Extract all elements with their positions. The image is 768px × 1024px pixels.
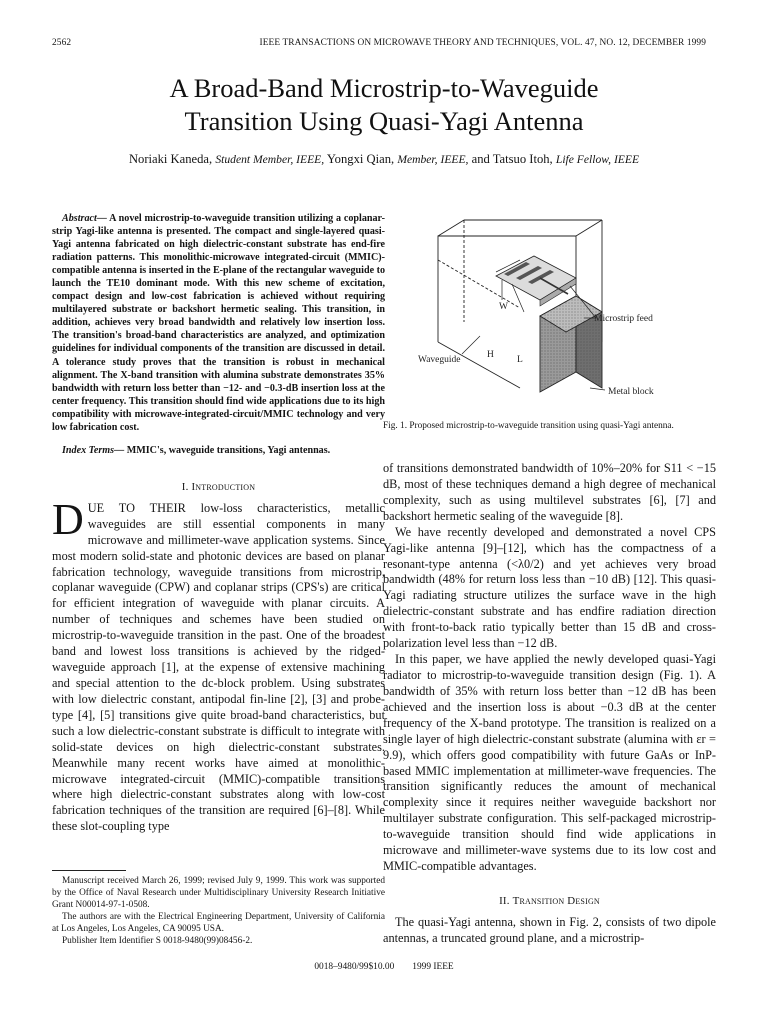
author-affiliation: Life Fellow, IEEE bbox=[555, 153, 640, 166]
abstract-lead: Abstract— bbox=[62, 213, 107, 224]
intro-paragraph-2: We have recently developed and demonstrated a novel CPS Yagi-like antenna [9]–[12], which has the compactness of a resonant-type antenna (<λ0/2) and yet achieves very broad bandwidth (48% for return loss less than −10 dB) [12]. This quasi-Yagi radiating structure utilizes the surface wave in the high dielectric-constant substrate and has endfire radiation direction with front-to-back ratio typically better than 15 dB and cross-polarization level less than −12 dB. bbox=[383, 524, 716, 651]
footnote-affiliation: The authors are with the Electrical Engineering Department, University of California at Los Angeles, Los Angeles, CA 90095 USA. bbox=[52, 911, 385, 934]
index-terms-lead: Index Terms— bbox=[62, 444, 125, 456]
paper-title bbox=[50, 72, 718, 138]
section-number: II. bbox=[499, 894, 510, 907]
section-heading-introduction bbox=[52, 481, 385, 493]
footer-code: 0018–9480/99$10.00 bbox=[314, 962, 395, 972]
left-column bbox=[52, 212, 385, 835]
section-heading-transition-design bbox=[383, 895, 716, 907]
author-name: Yongxi Qian, bbox=[326, 152, 395, 166]
intro-paragraph-1-continued: of transitions demonstrated bandwidth of 10%–20% for S11 < −15 dB, most of these techniques demand a high degree of mechanical complexity, such as using multilevel substrates [6], [7] and backshort hermetic sealing of the waveguide [8]. bbox=[383, 461, 716, 523]
author-name: Noriaki Kaneda, bbox=[128, 152, 213, 166]
author-affiliation: Student Member, IEEE, bbox=[215, 153, 325, 166]
author-list bbox=[40, 152, 728, 167]
abstract bbox=[52, 212, 385, 434]
page-footer bbox=[0, 962, 768, 972]
title-line-2: Transition Using Quasi-Yagi Antenna bbox=[184, 106, 584, 136]
intro-paragraph-3: In this paper, we have applied the newly developed quasi-Yagi radiator to microstrip-to-waveguide transition design (Fig. 1). A bandwidth of 35% with return loss better than −12 dB has been achieved and the insertion loss is about −0.3 dB at the center frequency of the X-band prototype. The transition is realized on a single layer of high dielectric-constant substrate (alumina with εr = 9.9), which offers good compatibility with future GaAs or InP-based MMIC implementation at millimeter-wave frequencies. The transition significantly reduces the amount of mechanical complexity since it requires neither waveguide backshort nor multilayer substrate configuration. This self-packaged microstrip-to-waveguide transition should find wide applications in microwave and millimeter-wave systems due to its low cost and MMIC-compatible advantages. bbox=[383, 652, 716, 874]
footnote-rule bbox=[52, 870, 126, 871]
footnotes bbox=[52, 876, 385, 947]
section-title: Introduction bbox=[191, 480, 256, 493]
label-w: W bbox=[499, 302, 508, 312]
label-waveguide: Waveguide bbox=[418, 355, 461, 365]
label-l: L bbox=[517, 355, 523, 365]
index-terms bbox=[52, 444, 385, 457]
design-paragraph-1: The quasi-Yagi antenna, shown in Fig. 2, consists of two dipole antennas, a truncated ground plane, and a microstrip- bbox=[383, 914, 716, 945]
intro-paragraph-1 bbox=[52, 494, 385, 835]
substrate-board bbox=[496, 256, 576, 306]
title-line-1: A Broad-Band Microstrip-to-Waveguide bbox=[169, 73, 599, 103]
section-title: Transition Design bbox=[512, 894, 600, 907]
footer-copyright: 1999 IEEE bbox=[412, 962, 454, 972]
page-number: 2562 bbox=[52, 38, 72, 48]
index-terms-text: MMIC's, waveguide transitions, Yagi antennas. bbox=[126, 444, 331, 456]
right-column bbox=[383, 461, 716, 947]
author-name: and Tatsuo Itoh, bbox=[471, 152, 553, 166]
intro-paragraph-1-text: UE TO THEIR low-loss characteristics, metallic waveguides are still essential components in many microwave and millimeter-wave application systems. Since most modern solid-state and photonic devices are based on planar fabrication technology, waveguide transitions from microstrip, coplanar waveguide (CPW) and coplanar strips (CPS's) are critical for efficient integration of waveguide with planar circuits. A number of techniques and schemes have been studied on microstrip-to-waveguide transition in the past. One of the broadest band and lowest loss transitions is achieved by the ridged-waveguide approach [1], at the expense of extensive machining and special attention to the dc-block problem. Using substrates with low dielectric constant, antipodal fin-line [2], [3] and probe-type [4], [5] transitions give quite broad-band characteristics, but such a low dielectric-constant substrate is difficult to integrate with solid-state devices on high dielectric-constant substrates. Meanwhile many recent works have aimed at monolithic-microwave integrated-circuit (MMIC)-compatible transitions where high dielectric-constant substrates along with low-cost fabrication techniques of the transition are required [6]–[8]. While these slot-coupling type bbox=[52, 500, 385, 834]
section-number: I. bbox=[181, 480, 189, 493]
footnote-manuscript: Manuscript received March 26, 1999; revised July 9, 1999. This work was supported by the Office of Naval Research under Multidisciplinary University Research Initiative Grant N00014-97-1-0508. bbox=[52, 876, 385, 910]
drop-cap: D bbox=[52, 494, 84, 544]
label-metal-block: Metal block bbox=[608, 387, 654, 397]
author-affiliation: Member, IEEE, bbox=[397, 153, 469, 166]
label-microstrip-feed: Microstrip feed bbox=[594, 314, 653, 324]
metal-block bbox=[540, 296, 602, 392]
abstract-text: A novel microstrip-to-waveguide transition utilizing a coplanar-strip Yagi-like antenna is presented. The compact and single-layered quasi-Yagi antenna fabricated on high dielectric-constant substrate has end-fire radiation patterns. This monolithic-microwave integrated-circuit (MMIC)-compatible antenna is inserted in the E-plane of the rectangular waveguide to launch the TE10 dominant mode. With this new scheme of excitation, compact design and low-cost fabrication is achieved without requiring multilayered substrate or backshort hermetic sealing. This transition, in addition, achieves very broad bandwidth and relatively low insertion loss. The transition's broad-band characteristics are analyzed, and optimization guidelines for individual components of the transition are discussed in detail. A tolerance study proves that the transition is robust in mechanical alignment. The X-band transition with alumina substrate demonstrates 35% bandwidth with return loss better than −12- and −0.3-dB insertion loss at the center frequency. This transition should find wide applications due to its high compatibility with microwave-integrated-circuit/MMIC technology and very low fabrication cost. bbox=[52, 213, 386, 433]
label-h: H bbox=[487, 350, 494, 360]
running-header: IEEE TRANSACTIONS ON MICROWAVE THEORY AND TECHNIQUES, VOL. 47, NO. 12, DECEMBER 1999 bbox=[259, 38, 706, 48]
footnote-publisher-id: Publisher Item Identifier S 0018-9480(99)08456-2. bbox=[62, 935, 253, 946]
figure-1-caption: Fig. 1. Proposed microstrip-to-waveguide transition using quasi-Yagi antenna. bbox=[383, 421, 674, 431]
figure-1-diagram bbox=[400, 212, 710, 416]
